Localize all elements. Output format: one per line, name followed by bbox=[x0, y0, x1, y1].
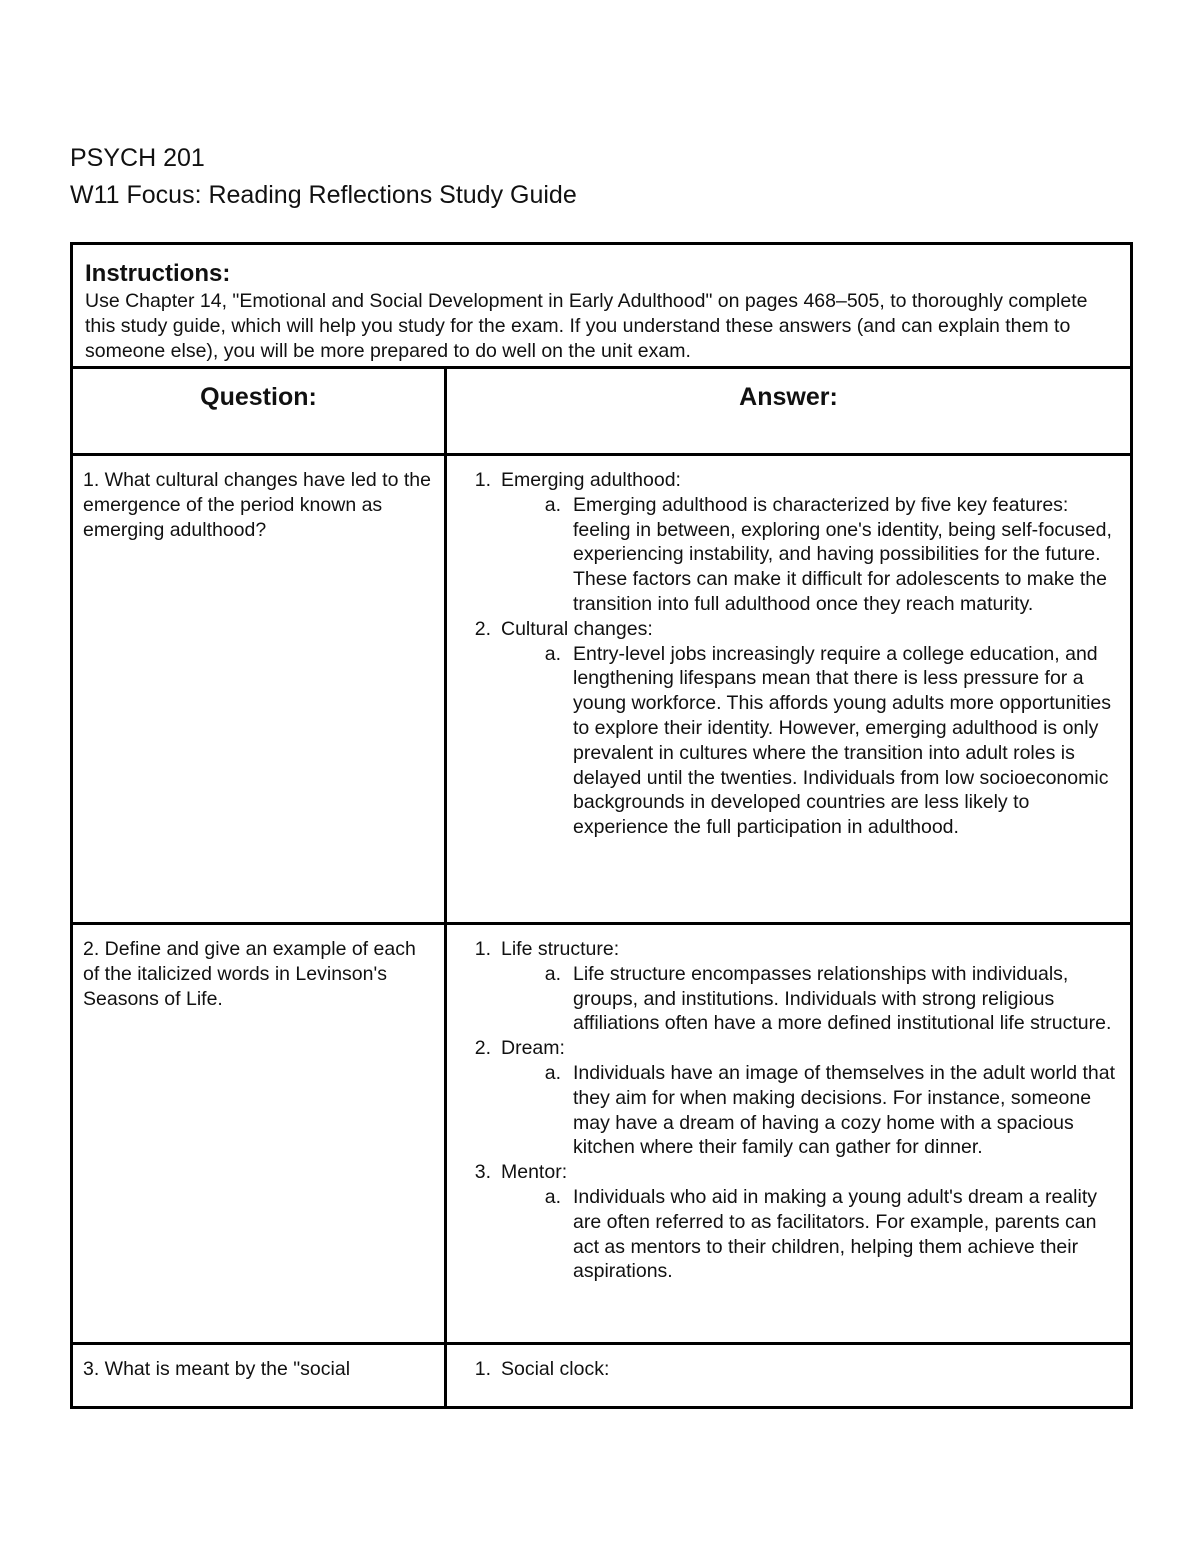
sub-list-letter: a. bbox=[544, 493, 561, 516]
list-item bbox=[447, 617, 1120, 840]
list-item bbox=[447, 937, 1120, 1036]
sub-list bbox=[447, 493, 1120, 617]
answer-list bbox=[447, 1357, 1120, 1382]
list-item bbox=[447, 1160, 1120, 1284]
sub-list-item bbox=[447, 1061, 1120, 1160]
sub-list-text: Emerging adulthood is characterized by five key features: feeling in between, exploring one's identity, being self-focused, experiencing instability, and having possibilities for the future. These factors can make it difficult for adolescents to make the transition into full adulthood once they reach maturity. bbox=[573, 493, 1112, 615]
list-item bbox=[447, 468, 1120, 617]
list-number: 2. bbox=[474, 1037, 491, 1060]
list-item bbox=[447, 1036, 1120, 1160]
answer-cell bbox=[446, 1344, 1132, 1408]
table-row bbox=[72, 1344, 1132, 1408]
sub-list-letter: a. bbox=[544, 962, 561, 985]
question-cell: 1. What cultural changes have led to the emergence of the period known as emerging adulthood? bbox=[72, 455, 446, 924]
sub-list-text: Entry-level jobs increasingly require a college education, and lengthening lifespans mean that there is less pressure for a young workforce. This affords young adults more opportunities to explore their identity. However, emerging adulthood is only prevalent in cultures where the transition into adult roles is delayed until the twenties. Individuals from low socioeconomic backgrounds in developed countries are less likely to experience the full participation in adulthood. bbox=[573, 642, 1111, 839]
sub-list-item bbox=[447, 642, 1120, 840]
answer-label: Emerging adulthood: bbox=[501, 469, 681, 491]
answer-list bbox=[447, 937, 1120, 1284]
sub-list-text: Life structure encompasses relationships with individuals, groups, and institutions. Individuals with strong religious affiliations often have a more defined institutional life structure. bbox=[573, 962, 1112, 1035]
question-cell: 3. What is meant by the "social bbox=[72, 1344, 446, 1408]
answer-column-header: Answer: bbox=[446, 368, 1132, 455]
list-item bbox=[447, 1357, 1120, 1382]
sub-list bbox=[447, 962, 1120, 1036]
answer-label: Dream: bbox=[501, 1037, 565, 1060]
document-title: W11 Focus: Reading Reflections Study Guide bbox=[70, 181, 577, 209]
list-number: 2. bbox=[474, 617, 491, 640]
answer-label: Mentor: bbox=[501, 1161, 568, 1184]
answer-label: Life structure: bbox=[501, 938, 620, 960]
sub-list-item bbox=[447, 493, 1120, 617]
answer-label: Social clock: bbox=[501, 1358, 610, 1380]
document-header bbox=[70, 140, 1130, 214]
instructions-row bbox=[72, 244, 1132, 368]
list-number: 1. bbox=[474, 469, 491, 491]
sub-list-letter: a. bbox=[544, 1185, 561, 1208]
sub-list bbox=[447, 1061, 1120, 1160]
course-title: PSYCH 201 bbox=[70, 144, 205, 172]
question-cell: 2. Define and give an example of each of the italicized words in Levinson's Seasons of Life. bbox=[72, 924, 446, 1344]
table-row bbox=[72, 924, 1132, 1344]
table-row bbox=[72, 455, 1132, 924]
sub-list-letter: a. bbox=[544, 1061, 561, 1084]
sub-list-letter: a. bbox=[544, 642, 561, 665]
sub-list bbox=[447, 642, 1120, 840]
answer-cell bbox=[446, 455, 1132, 924]
instructions-cell bbox=[72, 244, 1132, 368]
instructions-text: Use Chapter 14, "Emotional and Social Development in Early Adulthood" on pages 468–505, to thoroughly complete this study guide, which will help you study for the exam. If you understand these answers (and can explain them to someone else), you will be more prepared to do well on the unit exam. bbox=[85, 290, 1088, 362]
sub-list-text: Individuals have an image of themselves in the adult world that they aim for when making decisions. For instance, someone may have a dream of having a cozy home with a spacious kitchen where their family can gather for dinner. bbox=[573, 1061, 1115, 1159]
list-number: 1. bbox=[474, 938, 491, 960]
answer-label: Cultural changes: bbox=[501, 617, 653, 640]
answer-cell bbox=[446, 924, 1132, 1344]
sub-list-item bbox=[447, 1185, 1120, 1284]
sub-list-item bbox=[447, 962, 1120, 1036]
answer-list bbox=[447, 468, 1120, 840]
sub-list bbox=[447, 1185, 1120, 1284]
instructions-heading: Instructions: bbox=[85, 260, 231, 287]
study-guide-table bbox=[70, 242, 1133, 1409]
list-number: 3. bbox=[474, 1161, 491, 1184]
question-column-header: Question: bbox=[72, 368, 446, 455]
list-number: 1. bbox=[474, 1358, 491, 1380]
sub-list-text: Individuals who aid in making a young adult's dream a reality are often referred to as facilitators. For example, parents can act as mentors to their children, helping them achieve their aspirations. bbox=[573, 1185, 1098, 1283]
column-header-row bbox=[72, 368, 1132, 455]
